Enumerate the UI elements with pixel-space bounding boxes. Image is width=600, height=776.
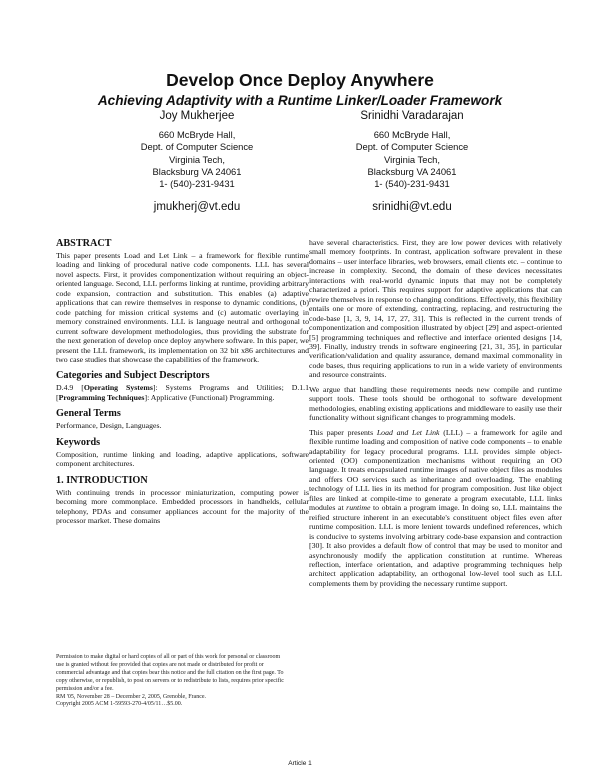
affiliation-line: Blacksburg VA 24061 (152, 165, 242, 177)
abstract-text: This paper presents Load and Let Link – a framework for flexible runtime loading and linking of procedural native code components. LLL has several novel aspects. First, it provides componentization without requiring an object-oriented language. Second, LLL performs linking at runtime, providing arbitrary code expansion, contraction and substitution. This enables (a) adaptive applications that can rewire themselves in response to dynamic conditions, (b) code patching for mission critical systems and (c) automatic overlaying in memory constrained environments. LLL is language neutral and orthogonal to current software development methodologies, thus providing the substrate for the next generation of develop once deploy anywhere software. In this paper, we present the LLL framework, its implementation on 32 bit x86 architectures and two case studies that showcase the capabilities of the framework. (56, 251, 309, 364)
body-paragraph: This paper presents Load and Let Link (LLL) – a framework for agile and flexible runtime loading and composition of native code components – to enable adaptability for legacy procedural programs. LLL provides simple object-oriented (OO) componentization mechanisms without requiring an OO language. It treats encapsulated runtime images of native object files as modules and offers OO services such as inheritance and overloading. The enabling technology of LLL lies in its method for program composition. Just like object files are linked at compile-time to generate a program executable, LLL links modules at runtime to obtain a program image. In doing so, LLL maintains the reified structure inherent in an executable's constituent object files even after runtime composition. LLL is more lenient towards undefined references, which is conducive to systems involving arbitrary code-base expansion and contraction [30]. It also provides a default flow of control that may be used to monitor and asynchronously modify the application constitution at runtime. Whereas reflection, interface orientation, and adaptive programming techniques help architect application adaptability, an orthogonal low-level tool such as LLL complements them by providing the necessary runtime support. (309, 427, 562, 588)
general-terms-text: Performance, Design, Languages. (56, 421, 162, 431)
affiliation-line: 1- (540)-231-9431 (159, 178, 235, 190)
permission-notice (56, 654, 286, 709)
affiliation-line: 660 McBryde Hall, (373, 129, 451, 140)
introduction-heading: 1. INTRODUCTION (56, 474, 148, 486)
categories-text: D.4.9 [Operating Systems]: Systems Programs and Utilities; D.1.1 [Programming Techniques]: Applicative (Functional) Programming. (56, 383, 310, 402)
author-name: Srinidhi Varadarajan (360, 110, 464, 122)
author-affiliation (297, 129, 527, 190)
author-block-1 (82, 108, 312, 214)
paper-subtitle: Achieving Adaptivity with a Runtime Linker/Loader Framework (97, 93, 503, 108)
paper-title: Develop Once Deploy Anywhere (166, 70, 434, 90)
left-column (56, 238, 309, 531)
keywords-text: Composition, runtime linking and loading, adaptive applications, software component architectures. (56, 449, 309, 469)
affiliation-line: Virginia Tech, (384, 153, 440, 165)
affiliation-line: 660 McBryde Hall, (158, 129, 236, 140)
affiliation-line: Dept. of Computer Science (140, 141, 254, 153)
conference-venue: RM '05, November 28 – December 2, 2005, Grenoble, France. (56, 693, 207, 700)
affiliation-line: Blacksburg VA 24061 (367, 165, 457, 177)
keywords-heading: Keywords (56, 436, 101, 448)
author-name: Joy Mukherjee (159, 110, 235, 122)
general-terms-heading: General Terms (56, 408, 121, 420)
introduction-paragraph: With continuing trends in processor miniaturization, computing power is becoming more commonplace. Embedded processors in handhelds, cellular telephony, PDAs and consumer appliances account for the majority of the processor market. These domains (56, 487, 309, 526)
body-paragraph: We argue that handling these requirements needs new compile and runtime support tools. These tools should be orthogonal to software development methodologies, enabling existing applications and middleware to easily use their functionality without significant changes to programming models. (309, 384, 562, 423)
author-block-2 (297, 108, 527, 214)
permission-text: Permission to make digital or hard copies of all or part of this work for personal or classroom use is granted without fee provided that copies are not made or distributed for profit or commercial advantage and that copies bear this notice and the full citation on the first page. To copy otherwise, or republish, to post on servers or to redistribute to lists, requires prior specific permission and/or a fee. (56, 654, 284, 692)
body-paragraph: have several characteristics. First, they are low power devices with relatively small memory footprints. In contrast, application software prevalent in these domains – user interface libraries, web browsers, email clients etc. – continue to increase in complexity. Second, the domain of these devices necessitates interactions with real-world dynamic inputs that may not be completely characterized a priori. This requires support for adaptive applications that can rewire themselves in response to changing conditions. Effectively, this flexibility entails one or more of extending, contracting, replacing, and restructuring the code-base [1, 3, 9, 14, 17, 27, 31]. This is reflected in the current trends of componentization and composition illustrated by object [29] and aspect-oriented [5] programming techniques and reflective and interface oriented designs [14, 39]. Finally, industry trends in software engineering [21, 31, 35], in particular verification/validation and quality assurance, demand maximal commonality in code bases, thus requiring applications to run in a wide variety of environments and resource constraints. (309, 238, 562, 380)
right-column (309, 238, 562, 593)
categories-heading: Categories and Subject Descriptors (56, 370, 210, 382)
copyright-line: Copyright 2005 ACM 1-59593-270-4/05/11…$5.00. (56, 701, 183, 708)
page-footer: Article 1 (288, 760, 312, 767)
author-email[interactable]: srinidhi@vt.edu (372, 201, 452, 214)
abstract-heading: ABSTRACT (56, 238, 112, 249)
affiliation-line: 1- (540)-231-9431 (374, 178, 450, 190)
affiliation-line: Virginia Tech, (169, 153, 225, 165)
affiliation-line: Dept. of Computer Science (355, 141, 469, 153)
author-email[interactable]: jmukherj@vt.edu (153, 201, 241, 214)
author-affiliation (82, 129, 312, 190)
